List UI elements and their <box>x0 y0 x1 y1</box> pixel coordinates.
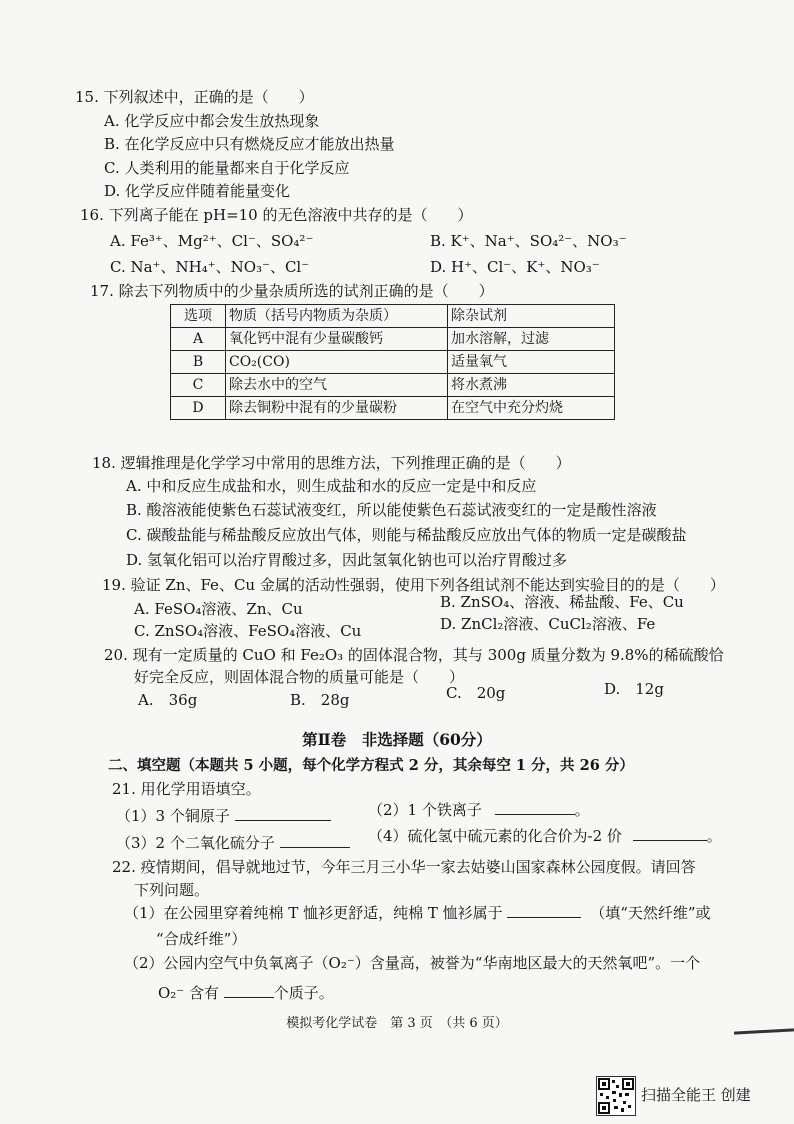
q22-stem-line1: 22. 疫情期间，倡导就地过节，今年三月三小华一家去姑婆山国家森林公园度假。请回答 <box>112 858 696 876</box>
table-cell: 适量氧气 <box>448 351 615 374</box>
q16-option-b: B. K⁺、Na⁺、SO₄²⁻、NO₃⁻ <box>430 232 627 250</box>
q22-part2: （2）公园内空气中负氧离子（O₂⁻）含量高，被誉为“华南地区最大的天然氧吧”。一个 <box>124 954 701 972</box>
q19-option-c: C. ZnSO₄溶液、FeSO₄溶液、Cu <box>134 622 362 640</box>
answer-blank[interactable] <box>633 826 707 841</box>
q20-option-b: B. 28g <box>290 691 350 709</box>
table-cell: C <box>171 374 226 397</box>
table-row <box>171 397 615 420</box>
q22-part1-text: （1）在公园里穿着纯棉 T 恤衫更舒适，纯棉 T 恤衫属于 <box>124 904 503 922</box>
answer-blank[interactable] <box>224 983 274 998</box>
table-cell: D <box>171 397 226 420</box>
table-header-cell: 除杂试剂 <box>448 305 615 328</box>
q22-part2-continued <box>158 982 334 1004</box>
table-cell: 将水煮沸 <box>448 374 615 397</box>
q22-stem-line2: 下列问题。 <box>134 881 210 899</box>
qr-code-icon <box>596 1076 636 1116</box>
answer-blank[interactable] <box>235 806 331 821</box>
q21-part4-period: 。 <box>706 827 722 845</box>
table-cell: A <box>171 328 226 351</box>
q21-part3 <box>116 832 350 854</box>
section-fill-heading: 二、填空题（本题共 5 小题，每个化学方程式 2 分，其余每空 1 分，共 26 分） <box>108 757 634 774</box>
q15-option-c: C. 人类利用的能量都来自于化学反应 <box>104 159 350 177</box>
q15-stem: 15. 下列叙述中，正确的是（ ） <box>75 88 314 106</box>
q18-option-d: D. 氢氧化铝可以治疗胃酸过多，因此氢氧化钠也可以治疗胃酸过多 <box>126 551 568 569</box>
table-cell: CO₂(CO) <box>226 351 448 374</box>
answer-blank[interactable] <box>495 800 575 815</box>
q18-option-b: B. 酸溶液能使紫色石蕊试液变红，所以能使紫色石蕊试液变红的一定是酸性溶液 <box>126 501 657 519</box>
table-row <box>171 374 615 397</box>
q21-part1 <box>116 805 331 827</box>
q17-stem: 17. 除去下列物质中的少量杂质所选的试剂正确的是（ ） <box>90 282 494 300</box>
q21-stem: 21. 用化学用语填空。 <box>112 780 261 798</box>
q20-stem-line1: 20. 现有一定质量的 CuO 和 Fe₂O₃ 的固体混合物，其与 300g 质量分数为 9.8%的稀硫酸恰 <box>104 646 724 664</box>
table-cell: 除去铜粉中混有的少量碳粉 <box>226 397 448 420</box>
table-cell: 除去水中的空气 <box>226 374 448 397</box>
q19-option-b: B. ZnSO₄、溶液、稀盐酸、Fe、Cu <box>440 593 684 611</box>
q16-stem: 16. 下列离子能在 pH=10 的无色溶液中共存的是（ ） <box>80 206 473 224</box>
table-header-cell: 选项 <box>171 305 226 328</box>
q22-part1-hint: （填“天然纤维”或 <box>590 904 711 922</box>
q22-part1 <box>124 902 711 924</box>
q16-option-a: A. Fe³⁺、Mg²⁺、Cl⁻、SO₄²⁻ <box>110 232 314 250</box>
q21-part2 <box>368 799 590 821</box>
q17-table <box>170 304 615 420</box>
answer-blank[interactable] <box>280 833 350 848</box>
q21-part1-label: （1）3 个铜原子 <box>116 807 230 825</box>
answer-blank[interactable] <box>507 903 581 918</box>
q22-part2-ion: O₂⁻ 含有 <box>158 984 219 1002</box>
q22-part2-tail: 个质子。 <box>273 984 334 1002</box>
q19-option-a: A. FeSO₄溶液、Zn、Cu <box>134 600 303 618</box>
q21-part4-label: （4）硫化氢中硫元素的化合价为-2 价 <box>368 827 622 845</box>
q15-option-d: D. 化学反应伴随着能量变化 <box>104 182 291 200</box>
q20-stem-line2: 好完全反应，则固体混合物的质量可能是（ ） <box>134 668 465 686</box>
table-cell: 氧化钙中混有少量碳酸钙 <box>226 328 448 351</box>
scanner-brand-label: 扫描全能王 创建 <box>641 1086 751 1104</box>
q19-stem: 19. 验证 Zn、Fe、Cu 金属的活动性强弱，使用下列各组试剂不能达到实验目的的是（ ） <box>102 576 725 594</box>
q21-part4 <box>368 825 722 847</box>
q16-option-d: D. H⁺、Cl⁻、K⁺、NO₃⁻ <box>430 258 600 276</box>
q18-stem: 18. 逻辑推理是化学学习中常用的思维方法，下列推理正确的是（ ） <box>92 454 571 472</box>
q21-part2-period: 。 <box>574 801 590 819</box>
q15-option-b: B. 在化学反应中只有燃烧反应才能放出热量 <box>104 135 395 153</box>
q20-option-a: A. 36g <box>138 691 198 709</box>
q22-part1-continued: “合成纤维”） <box>156 930 247 948</box>
q16-option-c: C. Na⁺、NH₄⁺、NO₃⁻、Cl⁻ <box>110 258 310 276</box>
table-header-row <box>171 305 615 328</box>
q18-option-c: C. 碳酸盐能与稀盐酸反应放出气体，则能与稀盐酸反应放出气体的物质一定是碳酸盐 <box>126 526 687 544</box>
q18-option-a: A. 中和反应生成盐和水，则生成盐和水的反应一定是中和反应 <box>126 477 537 495</box>
section-title: 第Ⅱ卷 非选择题（60分） <box>302 730 492 749</box>
q20-option-c: C. 20g <box>446 684 506 702</box>
q20-option-d: D. 12g <box>604 680 664 698</box>
table-row <box>171 328 615 351</box>
q21-part3-label: （3）2 个二氧化硫分子 <box>116 834 275 852</box>
page-footer: 模拟考化学试卷 第 3 页 （共 6 页） <box>286 1016 508 1031</box>
q21-part2-label: （2）1 个铁离子 <box>368 801 482 819</box>
table-row <box>171 351 615 374</box>
q19-option-d: D. ZnCl₂溶液、CuCl₂溶液、Fe <box>440 615 656 633</box>
table-cell: 在空气中充分灼烧 <box>448 397 615 420</box>
table-header-cell: 物质（括号内物质为杂质） <box>226 305 448 328</box>
table-cell: B <box>171 351 226 374</box>
q15-option-a: A. 化学反应中都会发生放热现象 <box>104 112 320 130</box>
table-cell: 加水溶解，过滤 <box>448 328 615 351</box>
